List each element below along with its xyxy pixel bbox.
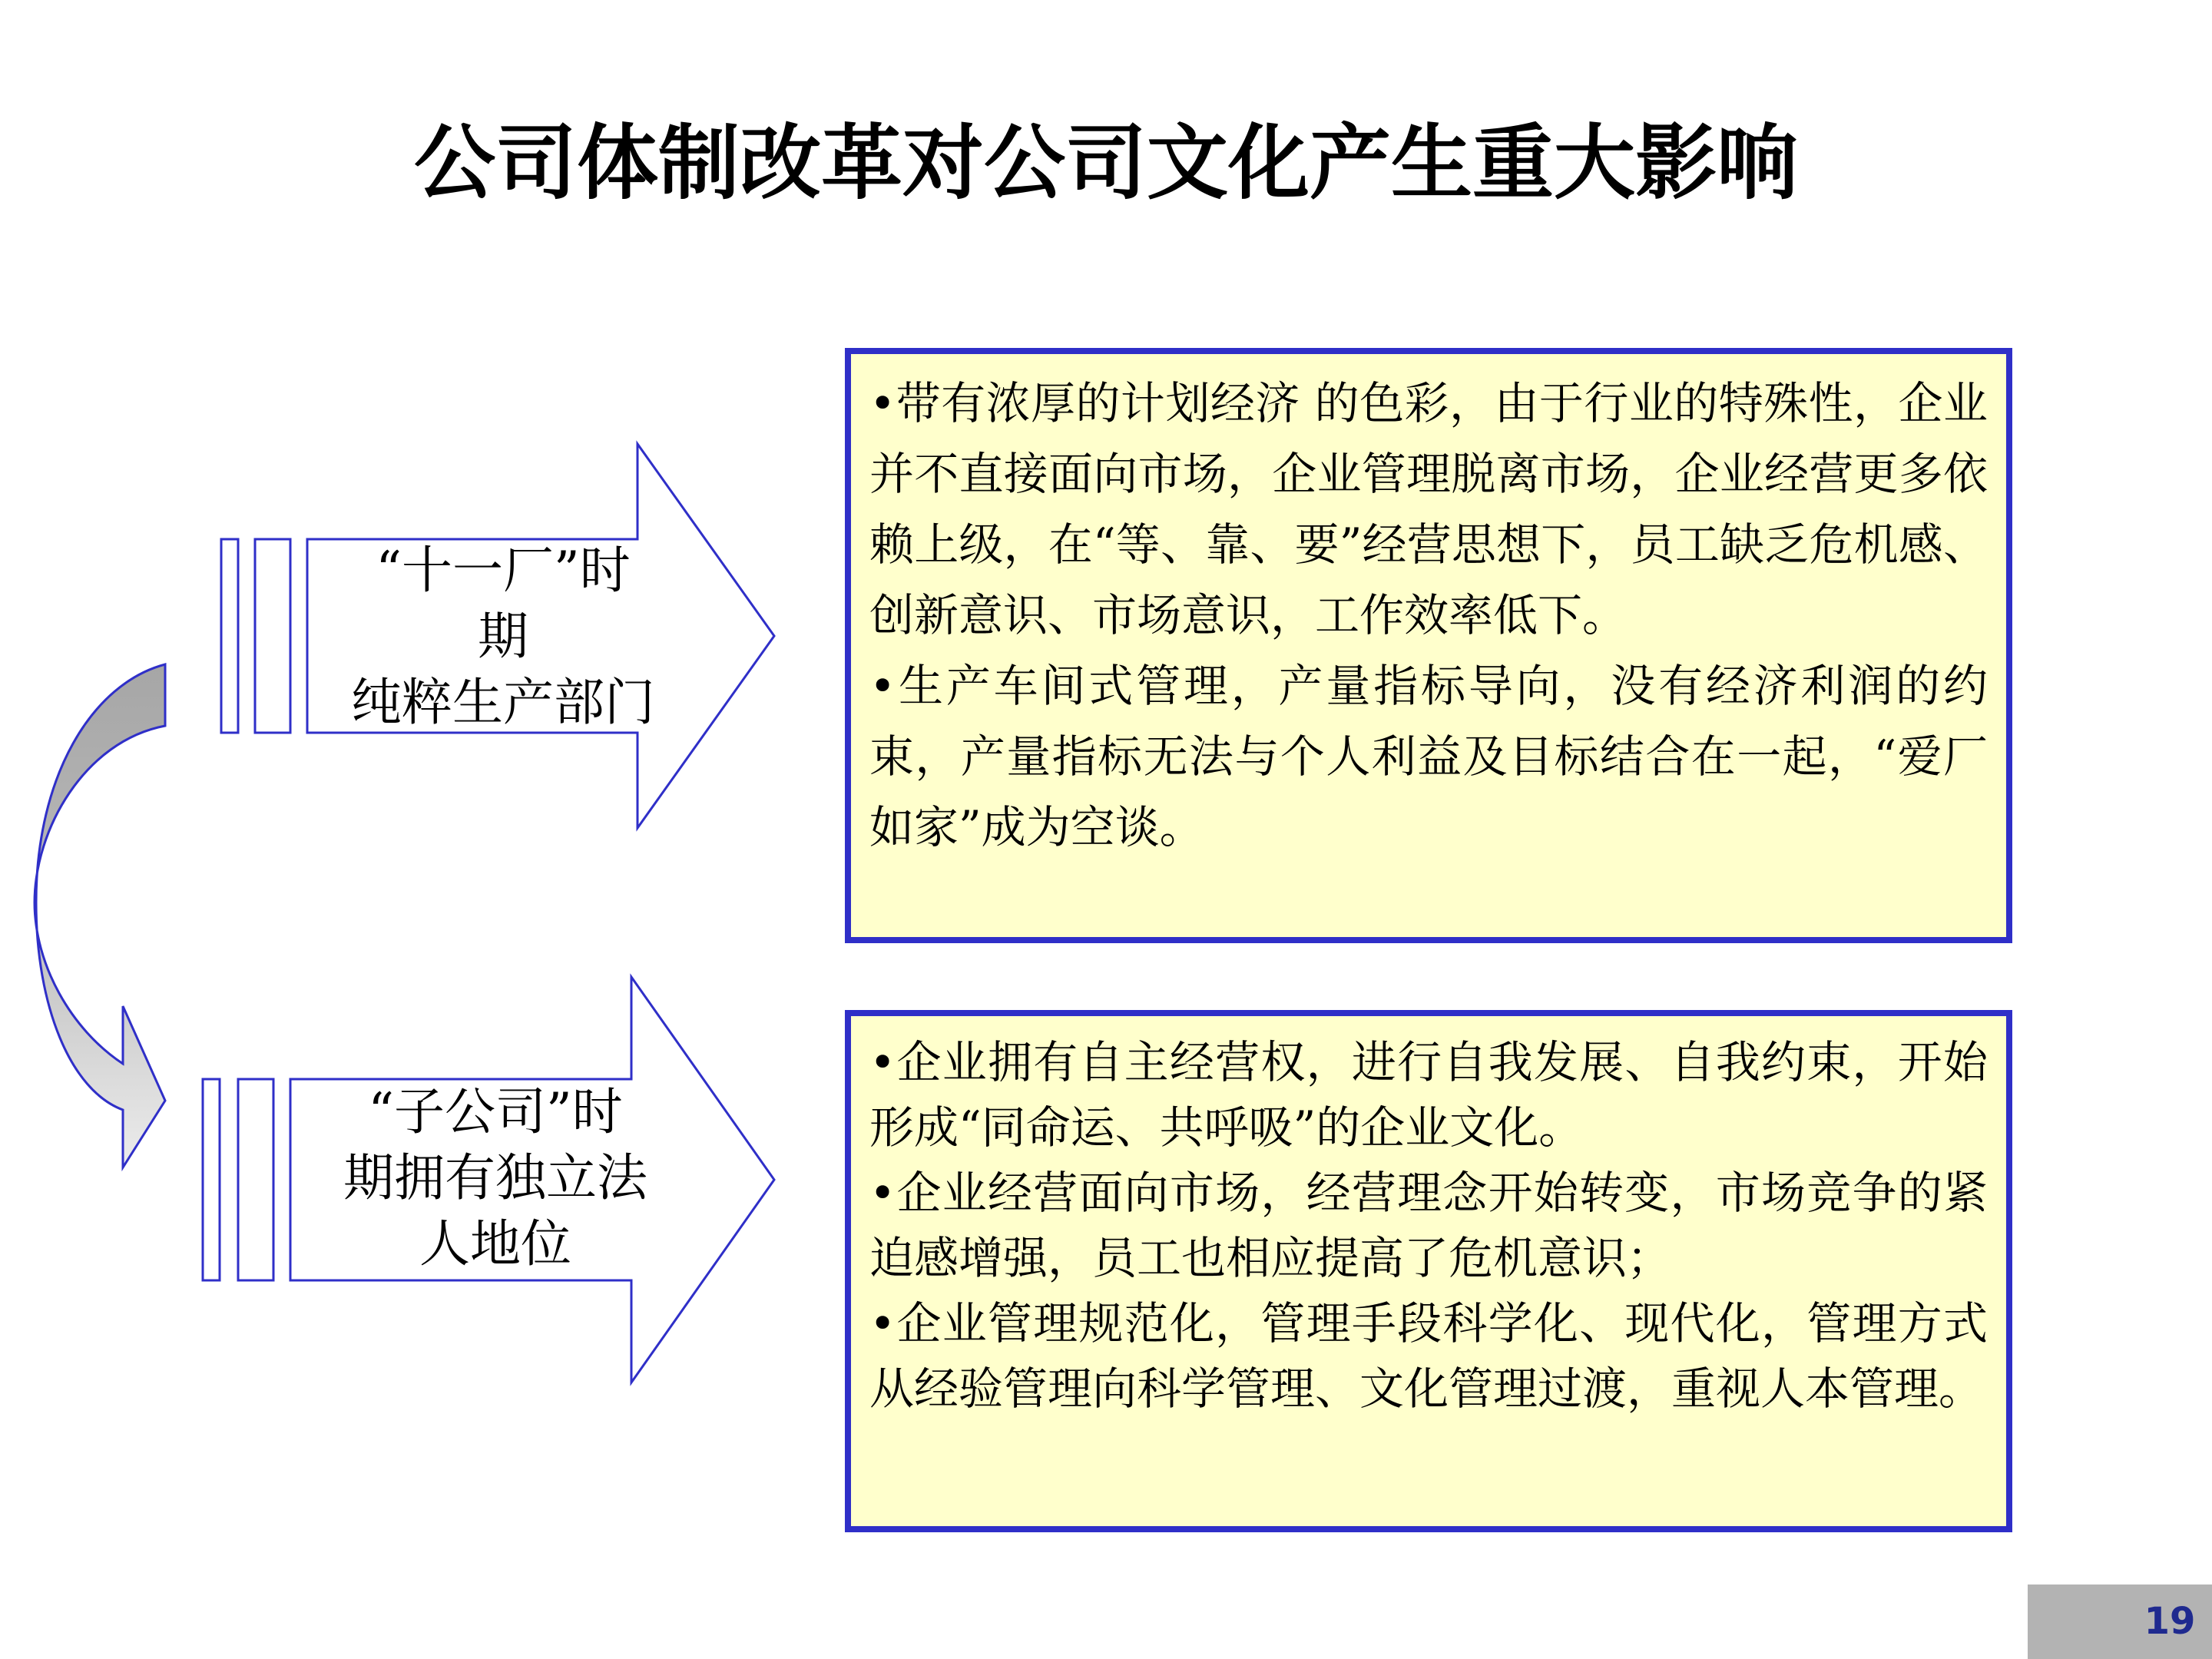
page-number-badge	[2028, 1584, 2212, 1659]
stage-1-description-box	[845, 348, 2012, 943]
stage-1-label-line: “十一厂”时	[376, 541, 631, 600]
stage-1-label-line: 纯粹生产部门	[351, 673, 655, 732]
stage-2-label-line: 人地位	[419, 1214, 571, 1273]
stage-1-label	[315, 538, 691, 736]
stage-2-label-line: 期拥有独立法	[343, 1148, 647, 1207]
stage-2-label	[307, 1079, 684, 1277]
stage-2-bullet: •企业经营面向市场，经营理念开始转变，市场竞争的紧迫感增强，员工也相应提高了危机意识；	[869, 1167, 1988, 1284]
stage-1-label-line: 期	[478, 607, 528, 666]
stage-2-label-line: “子公司”时	[368, 1082, 623, 1141]
stage-2-description-box	[845, 1010, 2012, 1532]
curved-transition-arrow	[35, 664, 165, 1167]
stage-1-bullet: •生产车间式管理，产量指标导向，没有经济利润的约束，产量指标无法与个人利益及目标结合在一起，“爱厂如家”成为空谈。	[869, 660, 1988, 853]
stage-2-bullet: •企业管理规范化，管理手段科学化、现代化，管理方式从经验管理向科学管理、文化管理过渡，重视人本管理。	[869, 1297, 1988, 1415]
slide-title: 公司体制改革对公司文化产生重大影响	[414, 116, 1798, 210]
page-number: 19	[2144, 1600, 2196, 1643]
stage-2-bullet: •企业拥有自主经营权，进行自我发展、自我约束，开始形成“同命运、共呼吸”的企业文化。	[869, 1036, 1988, 1154]
stage-1-bullet: •带有浓厚的计划经济 的色彩，由于行业的特殊性，企业并不直接面向市场，企业管理脱离市场，企业经营更多依赖上级，在“等、靠、要”经营思想下，员工缺乏危机感、创新意识、市场意识，工作效率低下。	[869, 377, 1988, 641]
